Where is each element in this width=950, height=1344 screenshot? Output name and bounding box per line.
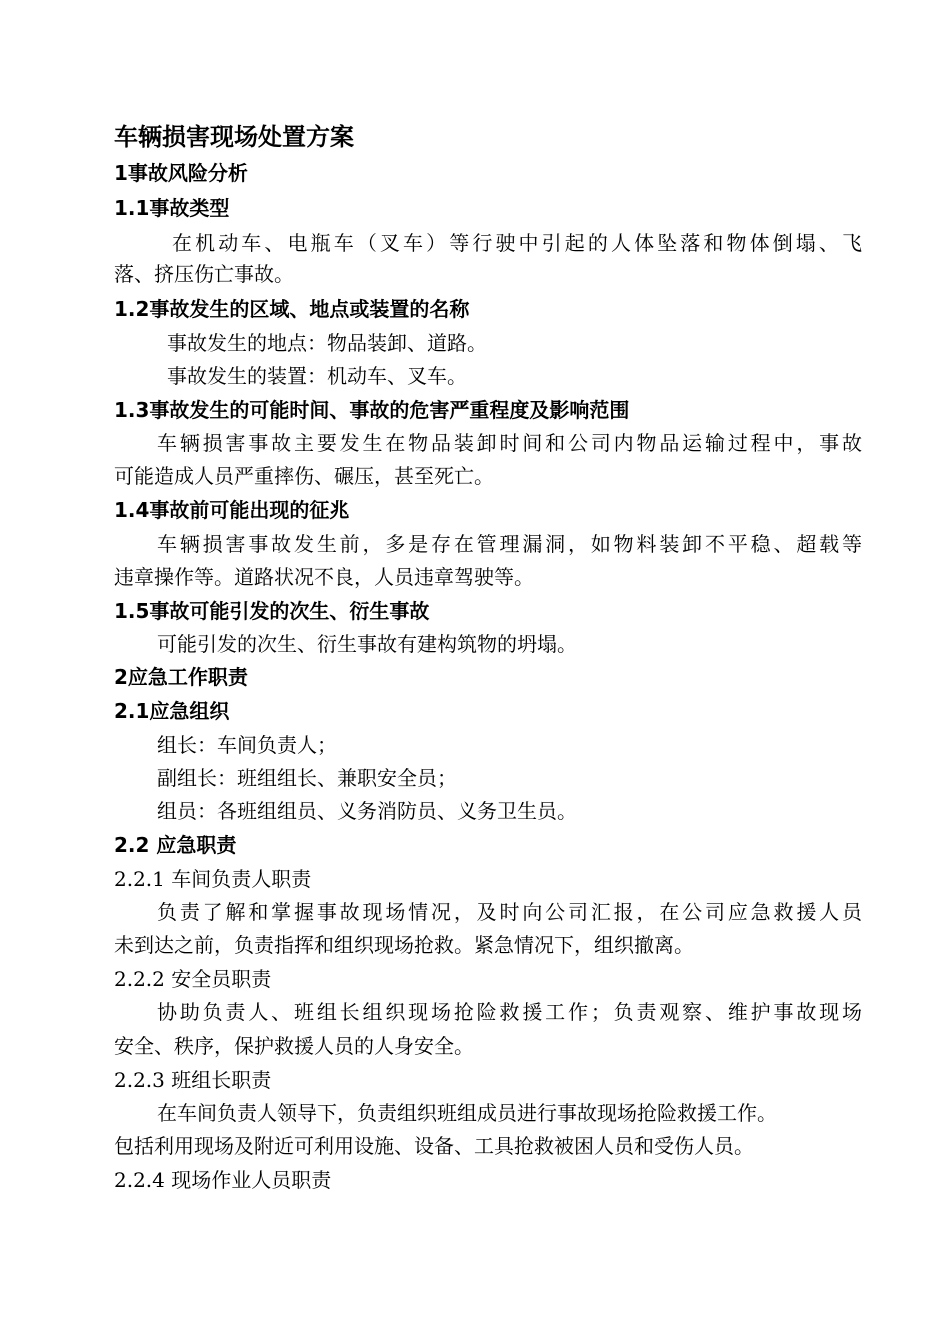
document-title: 车辆损害现场处置方案	[114, 123, 354, 151]
section-heading-1-4: 1.4事故前可能出现的征兆	[114, 498, 350, 522]
paragraph-line: 落、挤压伤亡事故。	[114, 262, 294, 286]
section-heading-2-2-2: 2.2.2 安全员职责	[114, 967, 272, 991]
section-heading-1-5: 1.5事故可能引发的次生、衍生事故	[114, 599, 430, 623]
paragraph-line: 在机动车、电瓶车（叉车）等行驶中引起的人体坠落和物体倒塌、飞	[172, 231, 862, 255]
paragraph-line: 车辆损害事故主要发生在物品装卸时间和公司内物品运输过程中，事故	[157, 431, 862, 455]
paragraph-line: 安全、秩序，保护救援人员的人身安全。	[114, 1034, 474, 1058]
paragraph-line: 可能造成人员严重摔伤、碾压，甚至死亡。	[114, 464, 494, 488]
paragraph-line: 未到达之前，负责指挥和组织现场抢救。紧急情况下，组织撤离。	[114, 933, 694, 957]
section-heading-2: 2应急工作职责	[114, 665, 248, 689]
section-heading-2-2-4: 2.2.4 现场作业人员职责	[114, 1168, 332, 1192]
section-heading-2-1: 2.1应急组织	[114, 699, 230, 723]
section-heading-1-1: 1.1事故类型	[114, 196, 230, 220]
paragraph-line: 负责了解和掌握事故现场情况，及时向公司汇报，在公司应急救援人员	[157, 900, 862, 924]
paragraph-line: 协助负责人、班组长组织现场抢险救援工作；负责观察、维护事故现场	[157, 1000, 862, 1024]
paragraph-line: 车辆损害事故发生前，多是存在管理漏洞，如物料装卸不平稳、超载等	[157, 532, 862, 556]
section-heading-2-2: 2.2 应急职责	[114, 833, 237, 857]
section-heading-1-3: 1.3事故发生的可能时间、事故的危害严重程度及影响范围	[114, 398, 630, 422]
paragraph-line: 包括利用现场及附近可利用设施、设备、工具抢救被困人员和受伤人员。	[114, 1134, 754, 1158]
paragraph-line: 事故发生的地点：物品装卸、道路。	[167, 331, 487, 355]
section-heading-1-2: 1.2事故发生的区域、地点或装置的名称	[114, 297, 470, 321]
paragraph-line: 副组长：班组组长、兼职安全员；	[157, 766, 457, 790]
paragraph-line: 组员：各班组组员、义务消防员、义务卫生员。	[157, 799, 577, 823]
section-heading-2-2-1: 2.2.1 车间负责人职责	[114, 867, 312, 891]
section-heading-1: 1事故风险分析	[114, 161, 248, 185]
paragraph-line: 事故发生的装置：机动车、叉车。	[167, 364, 467, 388]
section-heading-2-2-3: 2.2.3 班组长职责	[114, 1068, 272, 1092]
paragraph-line: 违章操作等。道路状况不良，人员违章驾驶等。	[114, 565, 534, 589]
paragraph-line: 可能引发的次生、衍生事故有建构筑物的坍塌。	[157, 632, 577, 656]
paragraph-line: 组长：车间负责人；	[157, 733, 337, 757]
paragraph-line: 在车间负责人领导下，负责组织班组成员进行事故现场抢险救援工作。	[157, 1101, 777, 1125]
